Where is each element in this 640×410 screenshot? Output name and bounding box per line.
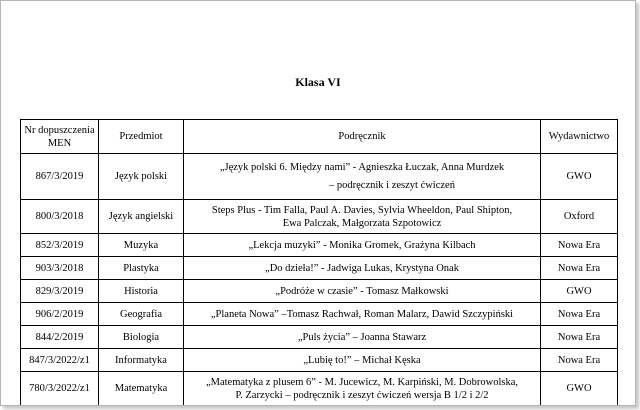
cell-przedmiot: Muzyka [99, 234, 184, 257]
podrecznik-line-1: „Język polski 6. Między nami” - Agnieszka Łuczak, Anna Murdzek [219, 161, 505, 173]
table-row [21, 257, 618, 280]
cell-przedmiot: Matematyka [99, 372, 184, 406]
cell-wydawnictwo: Nowa Era [541, 234, 618, 257]
page-title: Klasa VI [295, 75, 341, 89]
cell-nr: 867/3/2019 [21, 154, 99, 200]
cell-nr: 906/2/2019 [21, 303, 99, 326]
cell-podrecznik: „Planeta Nowa” –Tomasz Rachwał, Roman Malarz, Dawid Szczypiński [184, 303, 541, 326]
cell-nr: 829/3/2019 [21, 280, 99, 303]
table-row [21, 154, 618, 200]
cell-wydawnictwo: Nowa Era [541, 326, 618, 349]
cell-nr: 852/3/2019 [21, 234, 99, 257]
cell-przedmiot: Plastyka [99, 257, 184, 280]
table-row [21, 372, 618, 406]
cell-wydawnictwo: GWO [541, 154, 618, 200]
cell-podrecznik [184, 154, 541, 200]
cell-przedmiot: Język polski [99, 154, 184, 200]
cell-przedmiot: Język angielski [99, 200, 184, 234]
cell-wydawnictwo: GWO [541, 280, 618, 303]
cell-podrecznik: „Lekcja muzyki” - Monika Gromek, Grażyna Kilbach [184, 234, 541, 257]
cell-nr: 780/3/2022/z1 [21, 372, 99, 406]
cell-wydawnictwo: Nowa Era [541, 349, 618, 372]
cell-podrecznik [184, 200, 541, 234]
podrecznik-line-2: Ewa Palczak, Małgorzata Szpotowicz [282, 217, 442, 229]
cell-wydawnictwo: Nowa Era [541, 303, 618, 326]
cell-podrecznik: „Lubię to!” – Michał Kęska [184, 349, 541, 372]
table-row [21, 280, 618, 303]
podrecznik-line-2: P. Zarzycki – podręcznik i zeszyt ćwiczeń wersja B 1/2 i 2/2 [235, 389, 489, 401]
podrecznik-line-1: Steps Plus - Tim Falla, Paul A. Davies, Sylvia Wheeldon, Paul Shipton, [211, 204, 513, 216]
cell-przedmiot: Geografia [99, 303, 184, 326]
textbook-table [20, 119, 618, 406]
header-podrecznik: Podręcznik [184, 120, 541, 154]
cell-podrecznik [184, 372, 541, 406]
table-row [21, 303, 618, 326]
cell-nr: 844/2/2019 [21, 326, 99, 349]
header-nr: Nr dopuszczenia MEN [21, 120, 99, 154]
cell-przedmiot: Historia [99, 280, 184, 303]
table-row [21, 349, 618, 372]
podrecznik-line-2: – podręcznik i zeszyt ćwiczeń [329, 179, 455, 191]
cell-przedmiot: Biologia [99, 326, 184, 349]
cell-nr: 847/3/2022/z1 [21, 349, 99, 372]
cell-nr: 903/3/2018 [21, 257, 99, 280]
podrecznik-line-1: „Matematyka z plusem 6” - M. Jucewicz, M. Karpiński, M. Dobrowolska, [205, 376, 518, 388]
cell-nr: 800/3/2018 [21, 200, 99, 234]
cell-wydawnictwo: Nowa Era [541, 257, 618, 280]
cell-wydawnictwo: GWO [541, 372, 618, 406]
cell-podrecznik: „Podróże w czasie” - Tomasz Małkowski [184, 280, 541, 303]
cell-przedmiot: Informatyka [99, 349, 184, 372]
table-row [21, 234, 618, 257]
table-row [21, 200, 618, 234]
header-wydawnictwo: Wydawnictwo [541, 120, 618, 154]
table-row [21, 326, 618, 349]
cell-wydawnictwo: Oxford [541, 200, 618, 234]
cell-podrecznik: „Do dzieła!” - Jadwiga Lukas, Krystyna Onak [184, 257, 541, 280]
header-przedmiot: Przedmiot [99, 120, 184, 154]
table-header-row [21, 120, 618, 154]
cell-podrecznik: „Puls życia” – Joanna Stawarz [184, 326, 541, 349]
